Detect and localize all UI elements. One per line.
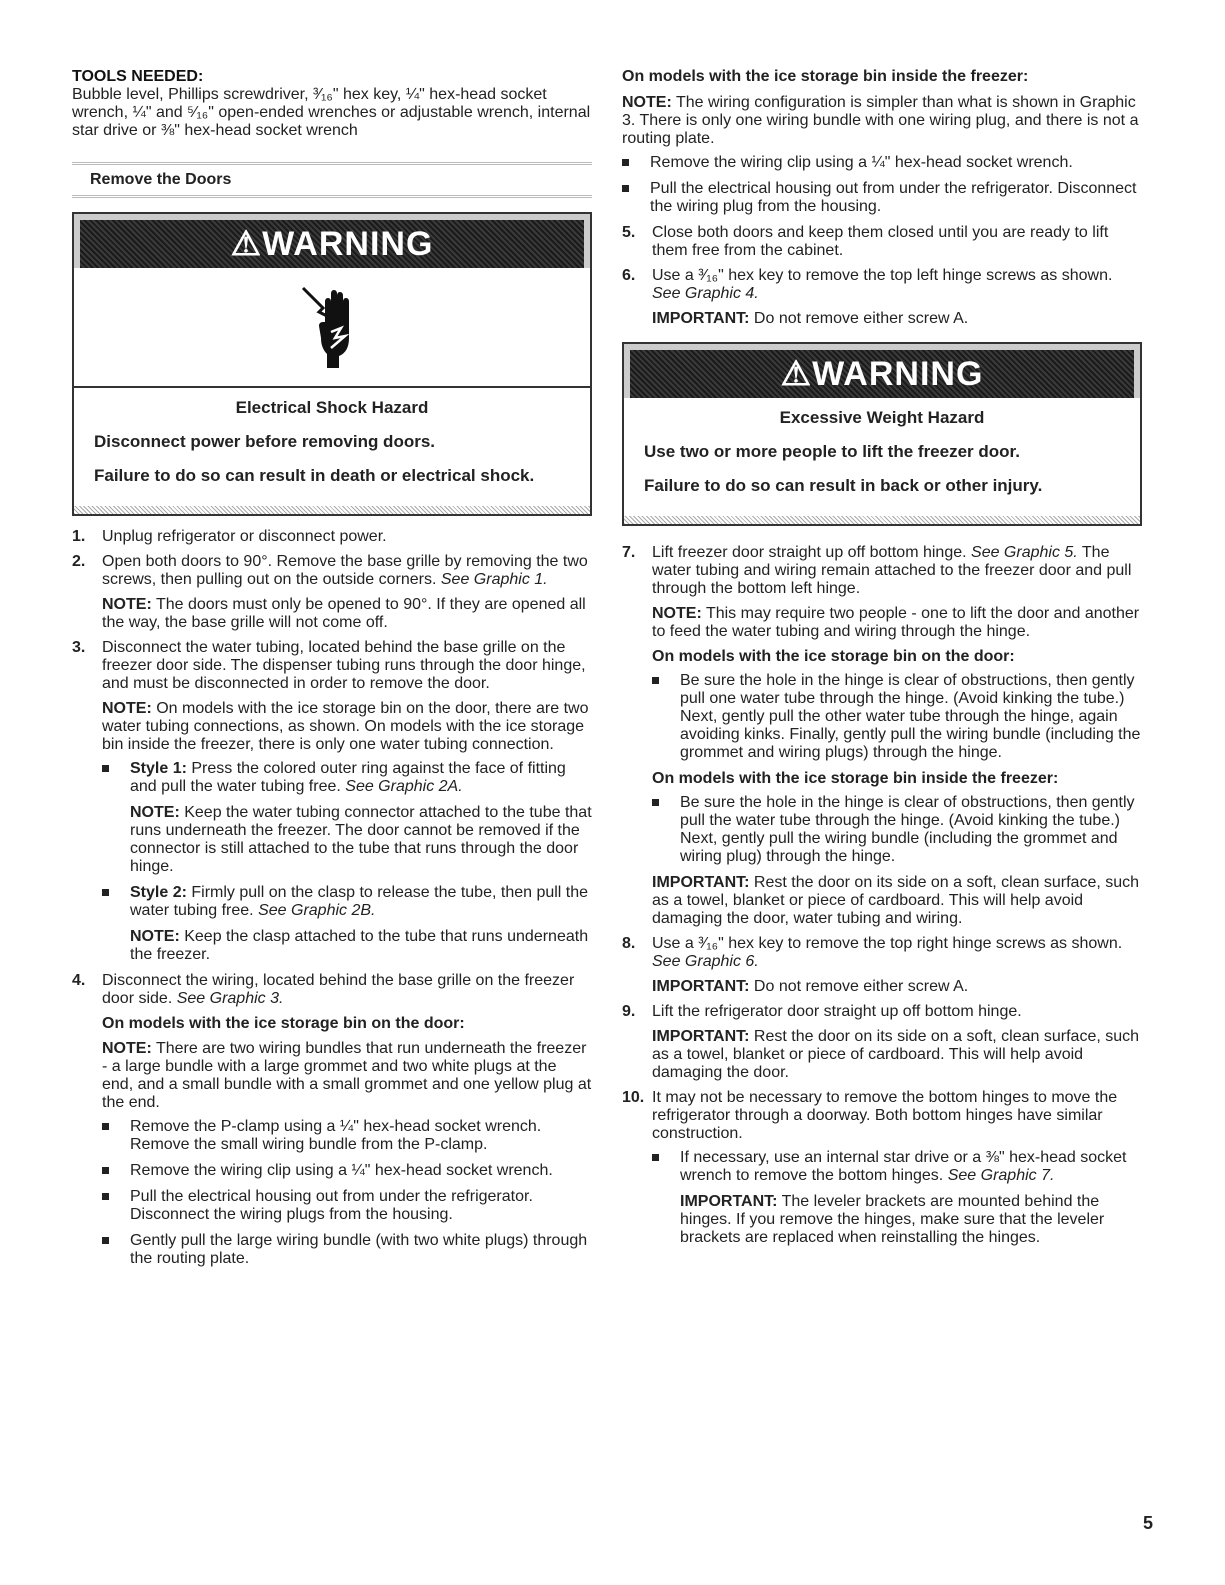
step-6: 6. Use a ³⁄₁₆" hex key to remove the top left hinge screws as shown. See Graphic 4. IMPORTANT: Do not remove either screw A.	[622, 267, 1113, 327]
hazard-title: Electrical Shock Hazard	[235, 398, 429, 417]
step-4: 4. Disconnect the wiring, located behind the base grille on the freezer door side. See Graphic 3. On models with the ice storage bin on the door: NOTE: There are two wiring bundles that run underneath the freezer - a large bundle with a large grommet and two white plugs at the end, and a small bundle with a small grommet and one yellow plug at the end. Remove the P-clamp using a ¼" hex-head socket wrench. Remove the small wiring bundle from the P-clamp. Remove the wiring clip using a ¼" hex-head socket wrench. Pull the electrical housing out from under the refrigerator. Disconnect the wiring plugs from the housing. Gently pull the large wiring bundle (with two white plugs) through the routing plate.	[72, 972, 592, 1267]
warning-box-electrical	[72, 212, 592, 516]
warning-footer-stripe	[624, 516, 1140, 524]
steps-list-left	[72, 528, 592, 1268]
step-5: 5. Close both doors and keep them closed until you are ready to lift them free from the cabinet.	[622, 224, 1109, 259]
step-3: 3. Disconnect the water tubing, located behind the base grille on the freezer door side. The dispenser tubing runs through the door hinge, and must be disconnected in order to remove the door. NOTE: On models with the ice storage bin on the door, there are two water tubing connections, as shown. On models with the ice storage bin inside the freezer, there is only one water tubing connection. Style 1: Press the colored outer ring against the face of fitting and pull the water tubing free. See Graphic 2A. NOTE: Keep the water tubing connector attached to the tube that runs underneath the freezer. The door cannot be removed if the connector is still attached to the tube that runs through the door hinge. Style 2: Firmly pull on the clasp to release the tube, then pull the water tubing free. See Graphic 2B. NOTE: Keep the clasp attached to the tube that runs underneath the freezer.	[72, 639, 592, 963]
steps-list-right-top	[622, 224, 1142, 328]
step-8: 8. Use a ³⁄₁₆" hex key to remove the top right hinge screws as shown. See Graphic 6. IMPORTANT: Do not remove either screw A.	[622, 935, 1123, 995]
list-item: Pull the electrical housing out from under the refrigerator. Disconnect the wiring plug from the housing.	[622, 180, 1142, 216]
shock-hazard-icon-area	[74, 268, 590, 388]
warning-line-1: Disconnect power before removing doors.	[94, 432, 436, 451]
warning-line-2: Failure to do so can result in death or electrical shock.	[94, 466, 535, 485]
list-item: Remove the wiring clip using a ¼" hex-head socket wrench.	[102, 1162, 592, 1180]
page-number: 5	[1142, 1513, 1153, 1533]
step-2: 2. Open both doors to 90°. Remove the base grille by removing the two screws, then pulling out on the outside corners. See Graphic 1. NOTE: The doors must only be opened to 90°. If they are opened all the way, the base grille will not come off.	[72, 553, 588, 631]
list-item: Remove the P-clamp using a ¼" hex-head socket wrench. Remove the small wiring bundle from the P-clamp.	[102, 1118, 592, 1154]
step-7: 7. Lift freezer door straight up off bottom hinge. See Graphic 5. The water tubing and wiring remain attached to the freezer door and pull through the bottom left hinge. NOTE: This may require two people - one to lift the door and another to feed the water tubing and wiring through the hinge. On models with the ice storage bin on the door: Be sure the hole in the hinge is clear of obstructions, then gently pull one water tube through the hinge. (Avoid kinking the tube.) Next, gently pull the other water tube through the hinge, again avoiding kinks. Finally, gently pull the wiring bundle (including the grommet and wiring plugs) through the hinge. On models with the ice storage bin inside the freezer: Be sure the hole in the hinge is clear of obstructions, then gently pull the water tube through the hinge. (Avoid kinking the tube.) Next, gently pull the wiring bundle (including the grommet and wiring plug) through the hinge. IMPORTANT: Rest the door on its side on a soft, clean surface, such as a towel, blanket or piece of cardboard. This will help avoid damaging the door, water tubing and wiring.	[622, 544, 1141, 927]
electric-shock-hand-icon	[297, 282, 367, 372]
warning-box-weight	[622, 342, 1142, 526]
left-column	[72, 68, 592, 1276]
list-item: If necessary, use an internal star drive or a ⅜" hex-head socket wrench to remove the bottom hinges. See Graphic 7. IMPORTANT: The leveler brackets are mounted behind the hinges. If you remove the hinges, make sure that the leveler brackets are replaced when reinstalling the hinges.	[652, 1149, 1142, 1247]
steps-list-right	[622, 544, 1142, 1247]
list-item: Style 2: Firmly pull on the clasp to release the tube, then pull the water tubing free. See Graphic 2B. NOTE: Keep the clasp attached to the tube that runs underneath the freezer.	[102, 884, 592, 964]
warning-banner: ⚠WARNING	[74, 214, 590, 268]
tools-heading: TOOLS NEEDED:	[72, 68, 204, 85]
freezer-models-heading: On models with the ice storage bin inside the freezer:	[622, 68, 1029, 85]
warning-line-2: Failure to do so can result in back or other injury.	[644, 476, 1043, 495]
warning-body	[624, 398, 1140, 516]
step-10: 10. It may not be necessary to remove the bottom hinges to move the refrigerator through a doorway. Both bottom hinges have similar construction. If necessary, use an internal star drive or a ⅜" hex-head socket wrench to remove the bottom hinges. See Graphic 7. IMPORTANT: The leveler brackets are mounted behind the hinges. If you remove the hinges, make sure that the leveler brackets are replaced when reinstalling the hinges.	[622, 1089, 1142, 1247]
hazard-title: Excessive Weight Hazard	[779, 408, 985, 427]
warning-banner: ⚠WARNING	[624, 344, 1140, 398]
warning-line-1: Use two or more people to lift the freezer door.	[644, 442, 1020, 461]
list-item: Remove the wiring clip using a ¼" hex-head socket wrench.	[622, 154, 1142, 172]
warning-footer-stripe	[74, 506, 590, 514]
list-item: Gently pull the large wiring bundle (with two white plugs) through the routing plate.	[102, 1232, 592, 1268]
warning-body	[74, 388, 590, 506]
step-9: 9. Lift the refrigerator door straight up off bottom hinge. IMPORTANT: Rest the door on its side on a soft, clean surface, such as a towel, blanket or piece of cardboard. This will help avoid damaging the door.	[622, 1003, 1140, 1081]
list-item: Style 1: Press the colored outer ring against the face of fitting and pull the water tubing free. See Graphic 2A. NOTE: Keep the water tubing connector attached to the tube that runs underneath the freezer. The door cannot be removed if the connector is still attached to the tube that runs through the door hinge.	[102, 760, 592, 876]
list-item: Be sure the hole in the hinge is clear of obstructions, then gently pull one water tube through the hinge. (Avoid kinking the tube.) Next, gently pull the other water tube through the hinge, again avoiding kinks. Finally, gently pull the wiring bundle (including the grommet and wiring plugs) through the hinge.	[652, 672, 1142, 762]
tools-text: Bubble level, Phillips screwdriver, ³⁄₁₆" hex key, ¼" hex-head socket wrench, ¼" and ⁵⁄₁₆" open-ended wrenches or adjustable wrench, internal star drive or ⅜" hex-head socket wrench	[72, 86, 591, 139]
right-column: On models with the ice storage bin inside the freezer: NOTE: The wiring configuration is simpler than what is shown in Graphic 3. There is only one wiring bundle with one wiring plug, and there is not a routing plate. Remove the wiring clip using a ¼" hex-head socket wrench. Pull the electrical housing out from under the refrigerator. Disconnect the wiring plug from the housing. 5. Close both doors and keep them closed until you are ready to lift them free from the cabinet. 6. Use a ³⁄₁₆" hex key to remove the top left hinge screws as shown. See Graphic 4. IMPORTANT: Do not remove either screw A. ⚠WARNING Excessive Weight Hazard Use two or more people to lift the freezer door. Failure to do so can result in back or other injury. 7. Lift freezer door straight up off bottom hinge. See Graphic 5. The water tubing and wiring remain attached to the freezer door and pull through the bottom left hinge. NOTE: This may require two people - one to lift the door and another to feed the water tubing and wiring through the hinge. On models with the ice storage bin on the door: Be sure the hole in the hinge is clear of obstructions, then gently pull one water tube through the hinge. (Avoid kinking the tube.) Next, gently pull the other water tube through the hinge, again avoiding kinks. Finally, gently pull the wiring bundle (including the grommet and wiring plugs) through the hinge. On models with the ice storage bin inside the freezer: Be sure the hole in the hinge is clear of obstructions, then gently pull the water tube through the hinge. (Avoid kinking the tube.) Next, gently pull the wiring bundle (including the grommet and wiring plug) through the hinge. IMPORTANT: Rest the door on its side on a soft, clean surface, such as a towel, blanket or piece of cardboard. This will help avoid damaging the door, water tubing and wiring. 8. Use a ³⁄₁₆" hex key to remove the top right hinge screws as shown. See Graphic 6. IMPORTANT: Do not remove either screw A. 9. Lift the refrigerator door straight up off bottom hinge. IMPORTANT: Rest the door on its side on a soft, clean surface, such as a towel, blanket or piece of cardboard. This will help avoid damaging the door. 10. It may not be necessary to remove the bottom hinges to move the refrigerator through a doorway. Both bottom hinges have similar construction. If necessary, use an internal star drive or a ⅜" hex-head socket wrench to remove the bottom hinges. See Graphic 7. IMPORTANT: The leveler brackets are mounted behind the hinges. If you remove the hinges, make sure that the leveler brackets are replaced when reinstalling the hinges.	[622, 68, 1141, 1246]
list-item: Pull the electrical housing out from under the refrigerator. Disconnect the wiring plugs from the housing.	[102, 1188, 592, 1224]
step-1: 1. Unplug refrigerator or disconnect power.	[72, 528, 387, 545]
list-item: Be sure the hole in the hinge is clear of obstructions, then gently pull the water tube through the hinge. (Avoid kinking the tube.) Next, gently pull the wiring bundle (including the grommet and wiring plug) through the hinge.	[652, 794, 1142, 866]
section-title: Remove the Doors	[72, 162, 592, 198]
